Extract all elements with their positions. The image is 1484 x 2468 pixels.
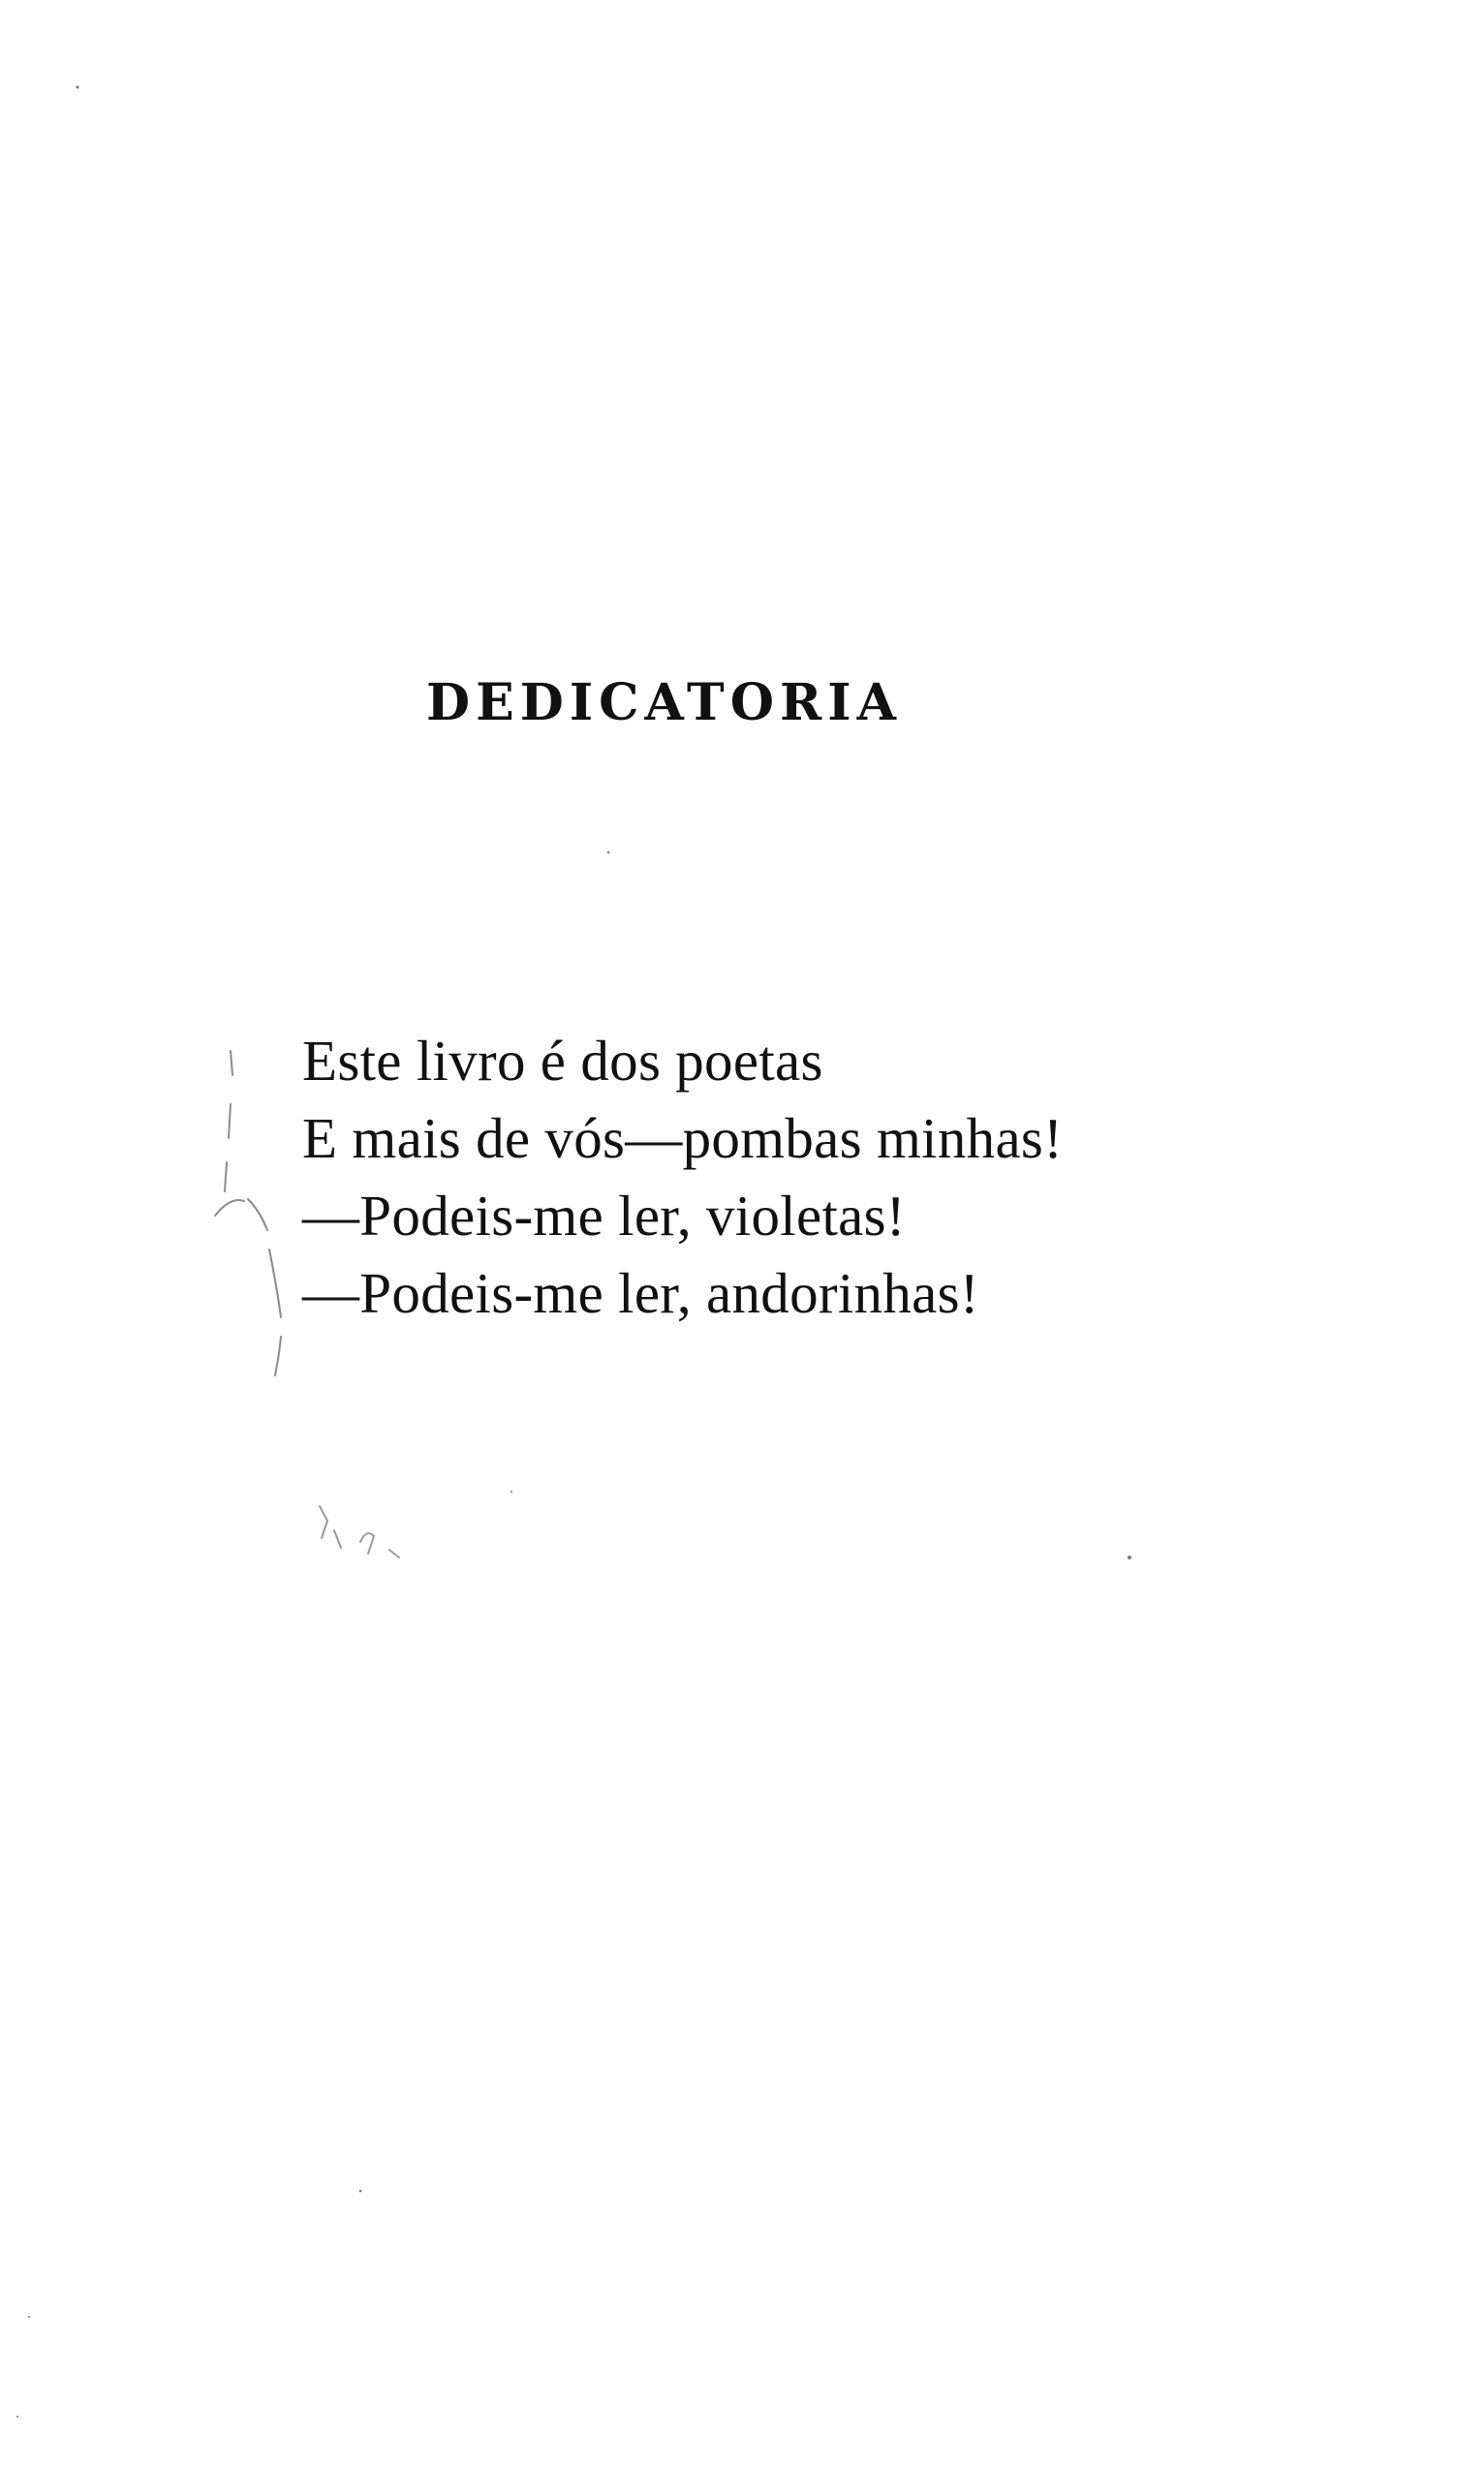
verse-line: E mais de vós—pombas minhas! bbox=[302, 1106, 1064, 1170]
pencil-scribble-mark bbox=[320, 1506, 399, 1558]
margin-bracket-mark bbox=[215, 1051, 281, 1375]
dedication-verse bbox=[302, 1022, 1063, 1332]
verse-line: Este livro é dos poetas bbox=[302, 1029, 823, 1093]
verse-line: —Podeis-me ler, violetas! bbox=[302, 1184, 906, 1248]
page-title: DEDICATORIA bbox=[426, 673, 902, 732]
verse-line: —Podeis-me ler, andorinhas! bbox=[302, 1261, 979, 1325]
